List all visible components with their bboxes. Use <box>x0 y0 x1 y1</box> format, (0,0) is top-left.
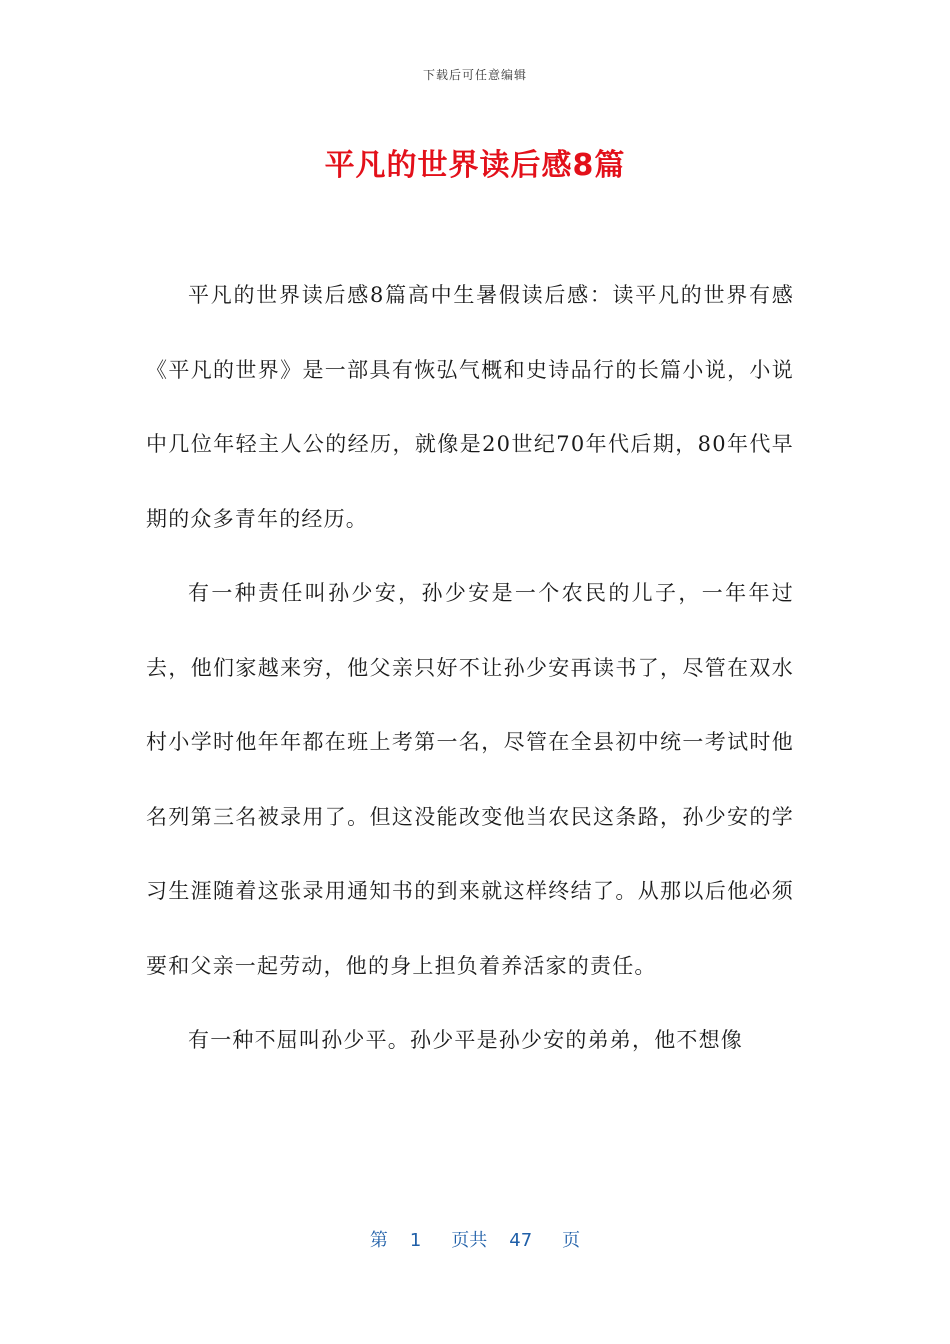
current-page-number: 1 <box>409 1230 422 1251</box>
page-footer <box>0 1226 950 1252</box>
total-pages-number: 47 <box>509 1230 533 1251</box>
paragraph-3: 有一种不屈叫孙少平。孙少平是孙少安的弟弟，他不想像 <box>188 1028 743 1052</box>
header-note: 下载后可任意编辑 <box>422 68 527 82</box>
document-title: 平凡的世界读后感8篇 <box>324 148 626 183</box>
paragraph-2: 有一种责任叫孙少安，孙少安是一个农民的儿子，一年年过去，他们家越来穷，他父亲只好不让孙少安再读书了，尽管在双水村小学时他年年都在班上考第一名，尽管在全县初中统一考试时他名列第三名被录用了。但这没能改变他当农民这条路，孙少安的学习生涯随着这张录用通知书的到来就这样终结了。从那以后他必须要和父亲一起劳动，他的身上担负着养活家的责任。 <box>146 581 794 978</box>
document-body <box>146 258 794 1078</box>
footer-middle: 页共 <box>451 1230 488 1251</box>
footer-prefix: 第 <box>369 1230 388 1251</box>
footer-suffix: 页 <box>562 1230 581 1251</box>
paragraph-1: 平凡的世界读后感8篇高中生暑假读后感：读平凡的世界有感《平凡的世界》是一部具有恢弘气概和史诗品行的长篇小说，小说中几位年轻主人公的经历，就像是20世纪70年代后期，80年代早期的众多青年的经历。 <box>146 283 794 531</box>
